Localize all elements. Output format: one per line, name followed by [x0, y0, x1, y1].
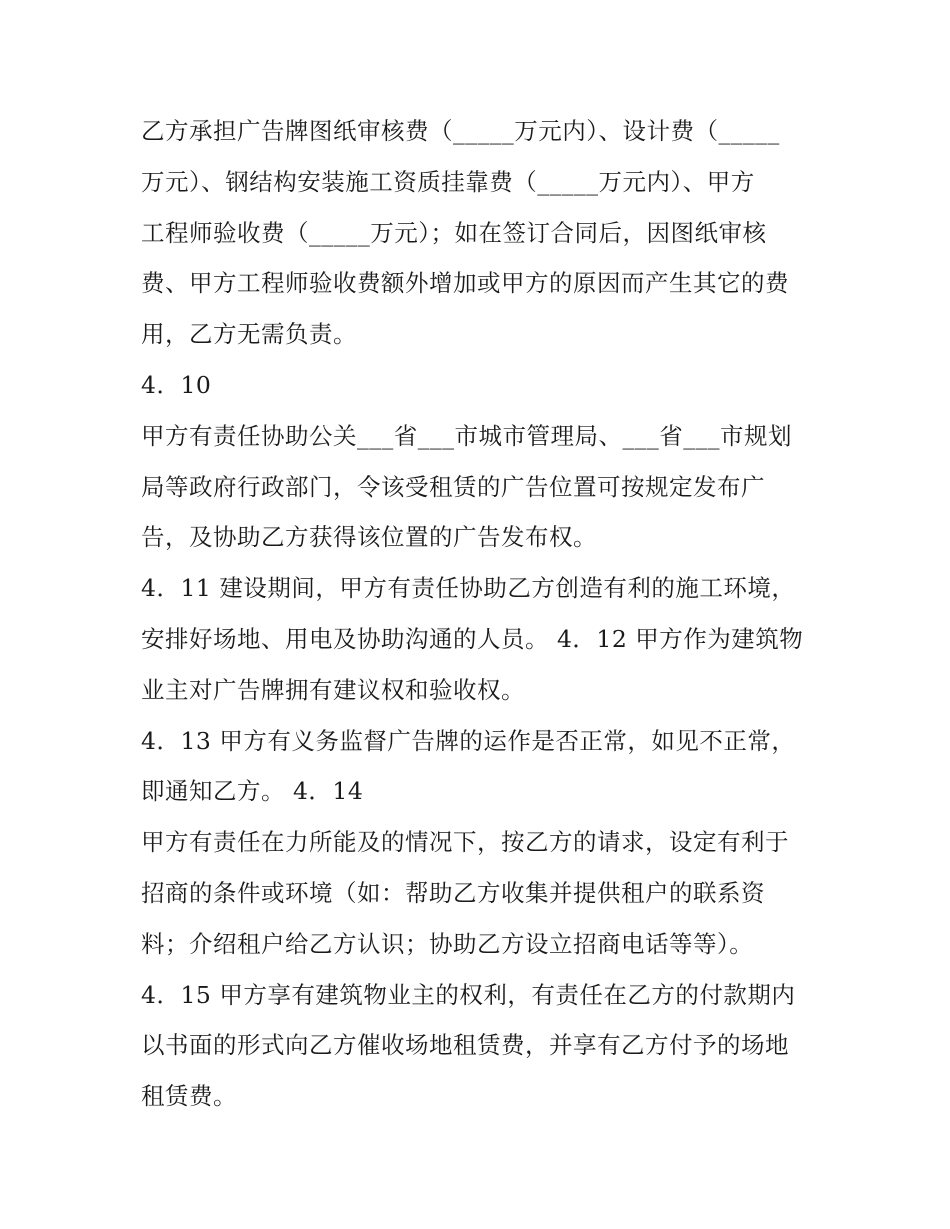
- clause-4-15-line: 4．15 甲方享有建筑物业主的权利，有责任在乙方的付款期内: [141, 980, 796, 1009]
- text-line-5: 用，乙方无需负责。: [141, 320, 357, 349]
- text-line-12: 业主对广告牌拥有建议权和验收权。: [141, 675, 525, 704]
- clause-number-4-10: 4．10: [141, 370, 212, 399]
- clause-4-11-line: 4．11 建设期间，甲方有责任协助乙方创造有利的施工环境，: [141, 574, 796, 603]
- text-line-4: 费、甲方工程师验收费额外增加或甲方的原因而产生其它的费: [141, 269, 789, 298]
- text-line-15: 甲方有责任在力所能及的情况下，按乙方的请求，设定有利于: [141, 828, 789, 857]
- text-line-7: 甲方有责任协助公关___省___市城市管理局、___省___市规划: [141, 421, 792, 450]
- text-line-8: 局等政府行政部门，令该受租赁的广告位置可按规定发布广: [141, 472, 765, 501]
- text-line-3: 工程师验收费（_____万元）；如在签订合同后，因图纸审核: [141, 218, 767, 247]
- text-line-2: 万元）、钢结构安装施工资质挂靠费（_____万元内）、甲方: [141, 167, 755, 196]
- text-line-19: 以书面的形式向乙方催收场地租赁费，并享有乙方付予的场地: [141, 1031, 789, 1060]
- text-line-9: 告，及协助乙方获得该位置的广告发布权。: [141, 523, 597, 552]
- text-line-14: 即通知乙方。 4．14: [141, 777, 364, 806]
- clause-4-13-line: 4．13 甲方有义务监督广告牌的运作是否正常，如见不正常，: [141, 726, 796, 755]
- text-line-11: 安排好场地、用电及协助沟通的人员。 4．12 甲方作为建筑物: [141, 624, 804, 653]
- text-line-1: 乙方承担广告牌图纸审核费（_____万元内）、设计费（_____: [141, 117, 780, 145]
- text-line-16: 招商的条件或环境（如：帮助乙方收集并提供租户的联系资: [141, 878, 765, 907]
- text-line-17: 料；介绍租户给乙方认识；协助乙方设立招商电话等等）。: [141, 929, 754, 958]
- text-line-20: 租赁费。: [141, 1082, 237, 1111]
- contract-text-block: [141, 106, 821, 1122]
